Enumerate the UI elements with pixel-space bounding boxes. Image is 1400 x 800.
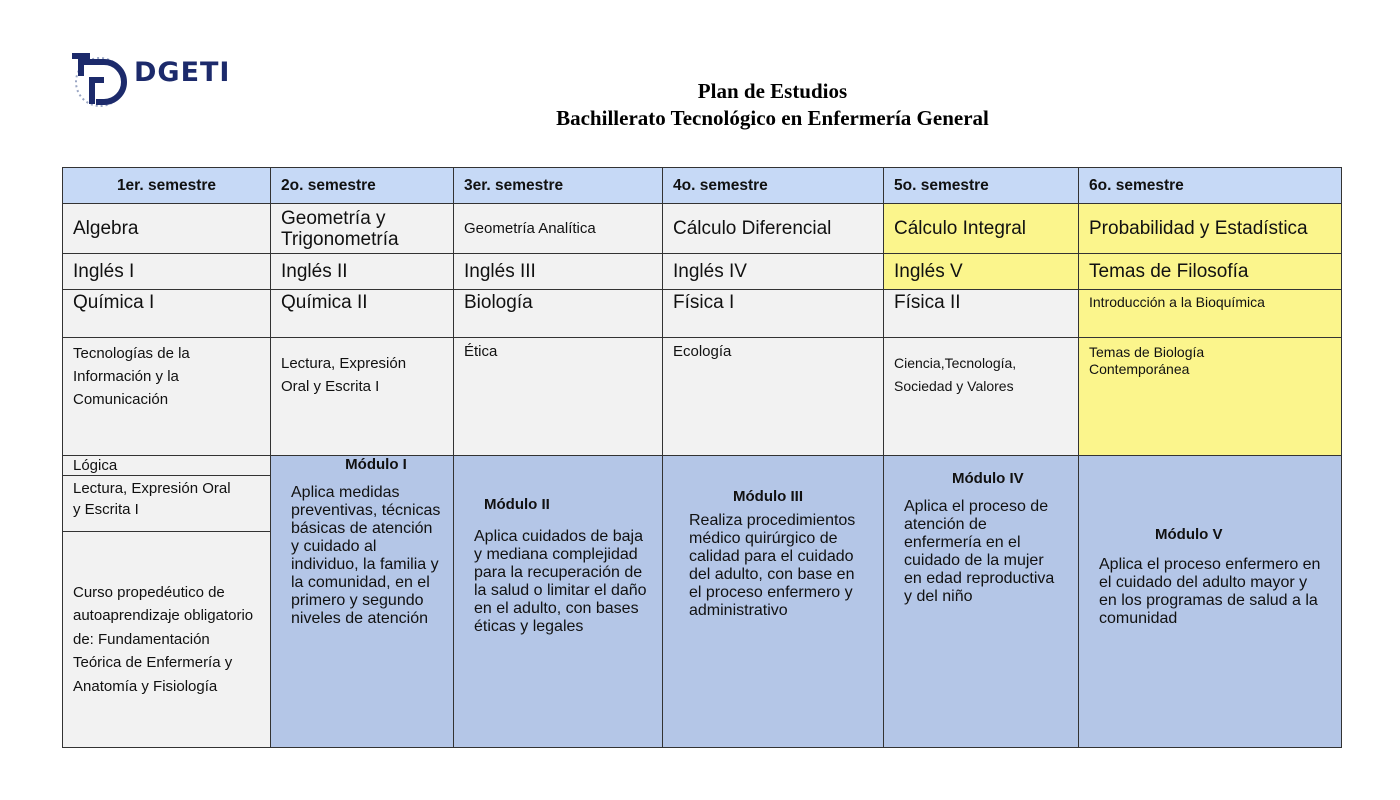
subject-cell: Ética [454, 338, 663, 456]
module-cell-3 [663, 456, 884, 747]
module-title: Módulo II [484, 496, 550, 513]
page-title: Plan de Estudios [697, 79, 848, 103]
module-cell-1 [271, 456, 454, 747]
subject-cell: Química II [271, 290, 454, 338]
semester-header-3: 3er. semestre [454, 168, 663, 204]
page-subtitle: Bachillerato Tecnológico en Enfermería General [556, 106, 989, 130]
module-title: Módulo III [733, 488, 803, 505]
subject-cell: Física I [663, 290, 884, 338]
subject-cell: Inglés I [63, 254, 271, 290]
module-description: Aplica medidas preventivas, técnicas básicas de atención y cuidado al individuo, la familia y la comunidad, en el primero y segundo niveles de atención [291, 484, 441, 627]
subject-cell: Temas de Biología Contemporánea [1079, 338, 1341, 456]
subject-cell: Probabilidad y Estadística [1079, 204, 1341, 254]
module-description: Aplica cuidados de baja y mediana complejidad para la recuperación de la salud o limitar el daño en el adulto, con bases éticas y legales [474, 528, 647, 635]
subject-cell: Inglés III [454, 254, 663, 290]
module-cell-2 [454, 456, 663, 747]
subject-cell: Ecología [663, 338, 884, 456]
module-description: Realiza procedimientos médico quirúrgico de calidad para el cuidado del adulto, con base en el proceso enfermero y administrativo [689, 512, 856, 619]
subject-cell: Física II [884, 290, 1079, 338]
semester-header-4: 4o. semestre [663, 168, 884, 204]
subject-cell: Inglés II [271, 254, 454, 290]
semester-header-5: 5o. semestre [884, 168, 1079, 204]
subject-cell: Geometría y Trigonometría [271, 204, 454, 254]
subject-cell: Tecnologías de la Información y la Comunicación [63, 338, 271, 456]
module-cell-4 [884, 456, 1079, 747]
module-description: Aplica el proceso de atención de enfermería en el cuidado de la mujer en edad reproductiva y del niño [904, 498, 1055, 605]
module-title: Módulo I [345, 456, 407, 473]
subject-cell: Química I [63, 290, 271, 338]
subject-cell: Inglés IV [663, 254, 884, 290]
semester-header-1: 1er. semestre [63, 168, 271, 204]
subject-cell: Lectura, Expresión Oral y Escrita I [271, 338, 454, 456]
subject-cell: Geometría Analítica [454, 204, 663, 254]
subject-cell: Biología [454, 290, 663, 338]
subject-cell: Cálculo Diferencial [663, 204, 884, 254]
subject-cell: Algebra [63, 204, 271, 254]
module-cell-5 [1079, 456, 1341, 747]
logo-text: DGETI [134, 57, 231, 88]
module-title: Módulo IV [952, 470, 1024, 487]
subject-cell: Lógica [63, 456, 271, 476]
subject-cell: Temas de Filosofía [1079, 254, 1341, 290]
module-description: Aplica el proceso enfermero en el cuidado del adulto mayor y en los programas de salud a la comunidad [1099, 556, 1321, 627]
subject-cell: Lectura, Expresión Oral y Escrita I [63, 476, 271, 532]
subject-cell: Inglés V [884, 254, 1079, 290]
propedeutic-course-cell: Curso propedéutico de autoaprendizaje obligatorio de: Fundamentación Teórica de Enfermería y Anatomía y Fisiología [63, 532, 271, 747]
subject-cell: Cálculo Integral [884, 204, 1079, 254]
subject-cell: Introducción a la Bioquímica [1079, 290, 1341, 338]
semester-header-2: 2o. semestre [271, 168, 454, 204]
module-title: Módulo V [1155, 526, 1223, 543]
subject-cell: Ciencia,Tecnología, Sociedad y Valores [884, 338, 1079, 456]
semester-header-6: 6o. semestre [1079, 168, 1341, 204]
study-plan-table [62, 167, 1342, 748]
